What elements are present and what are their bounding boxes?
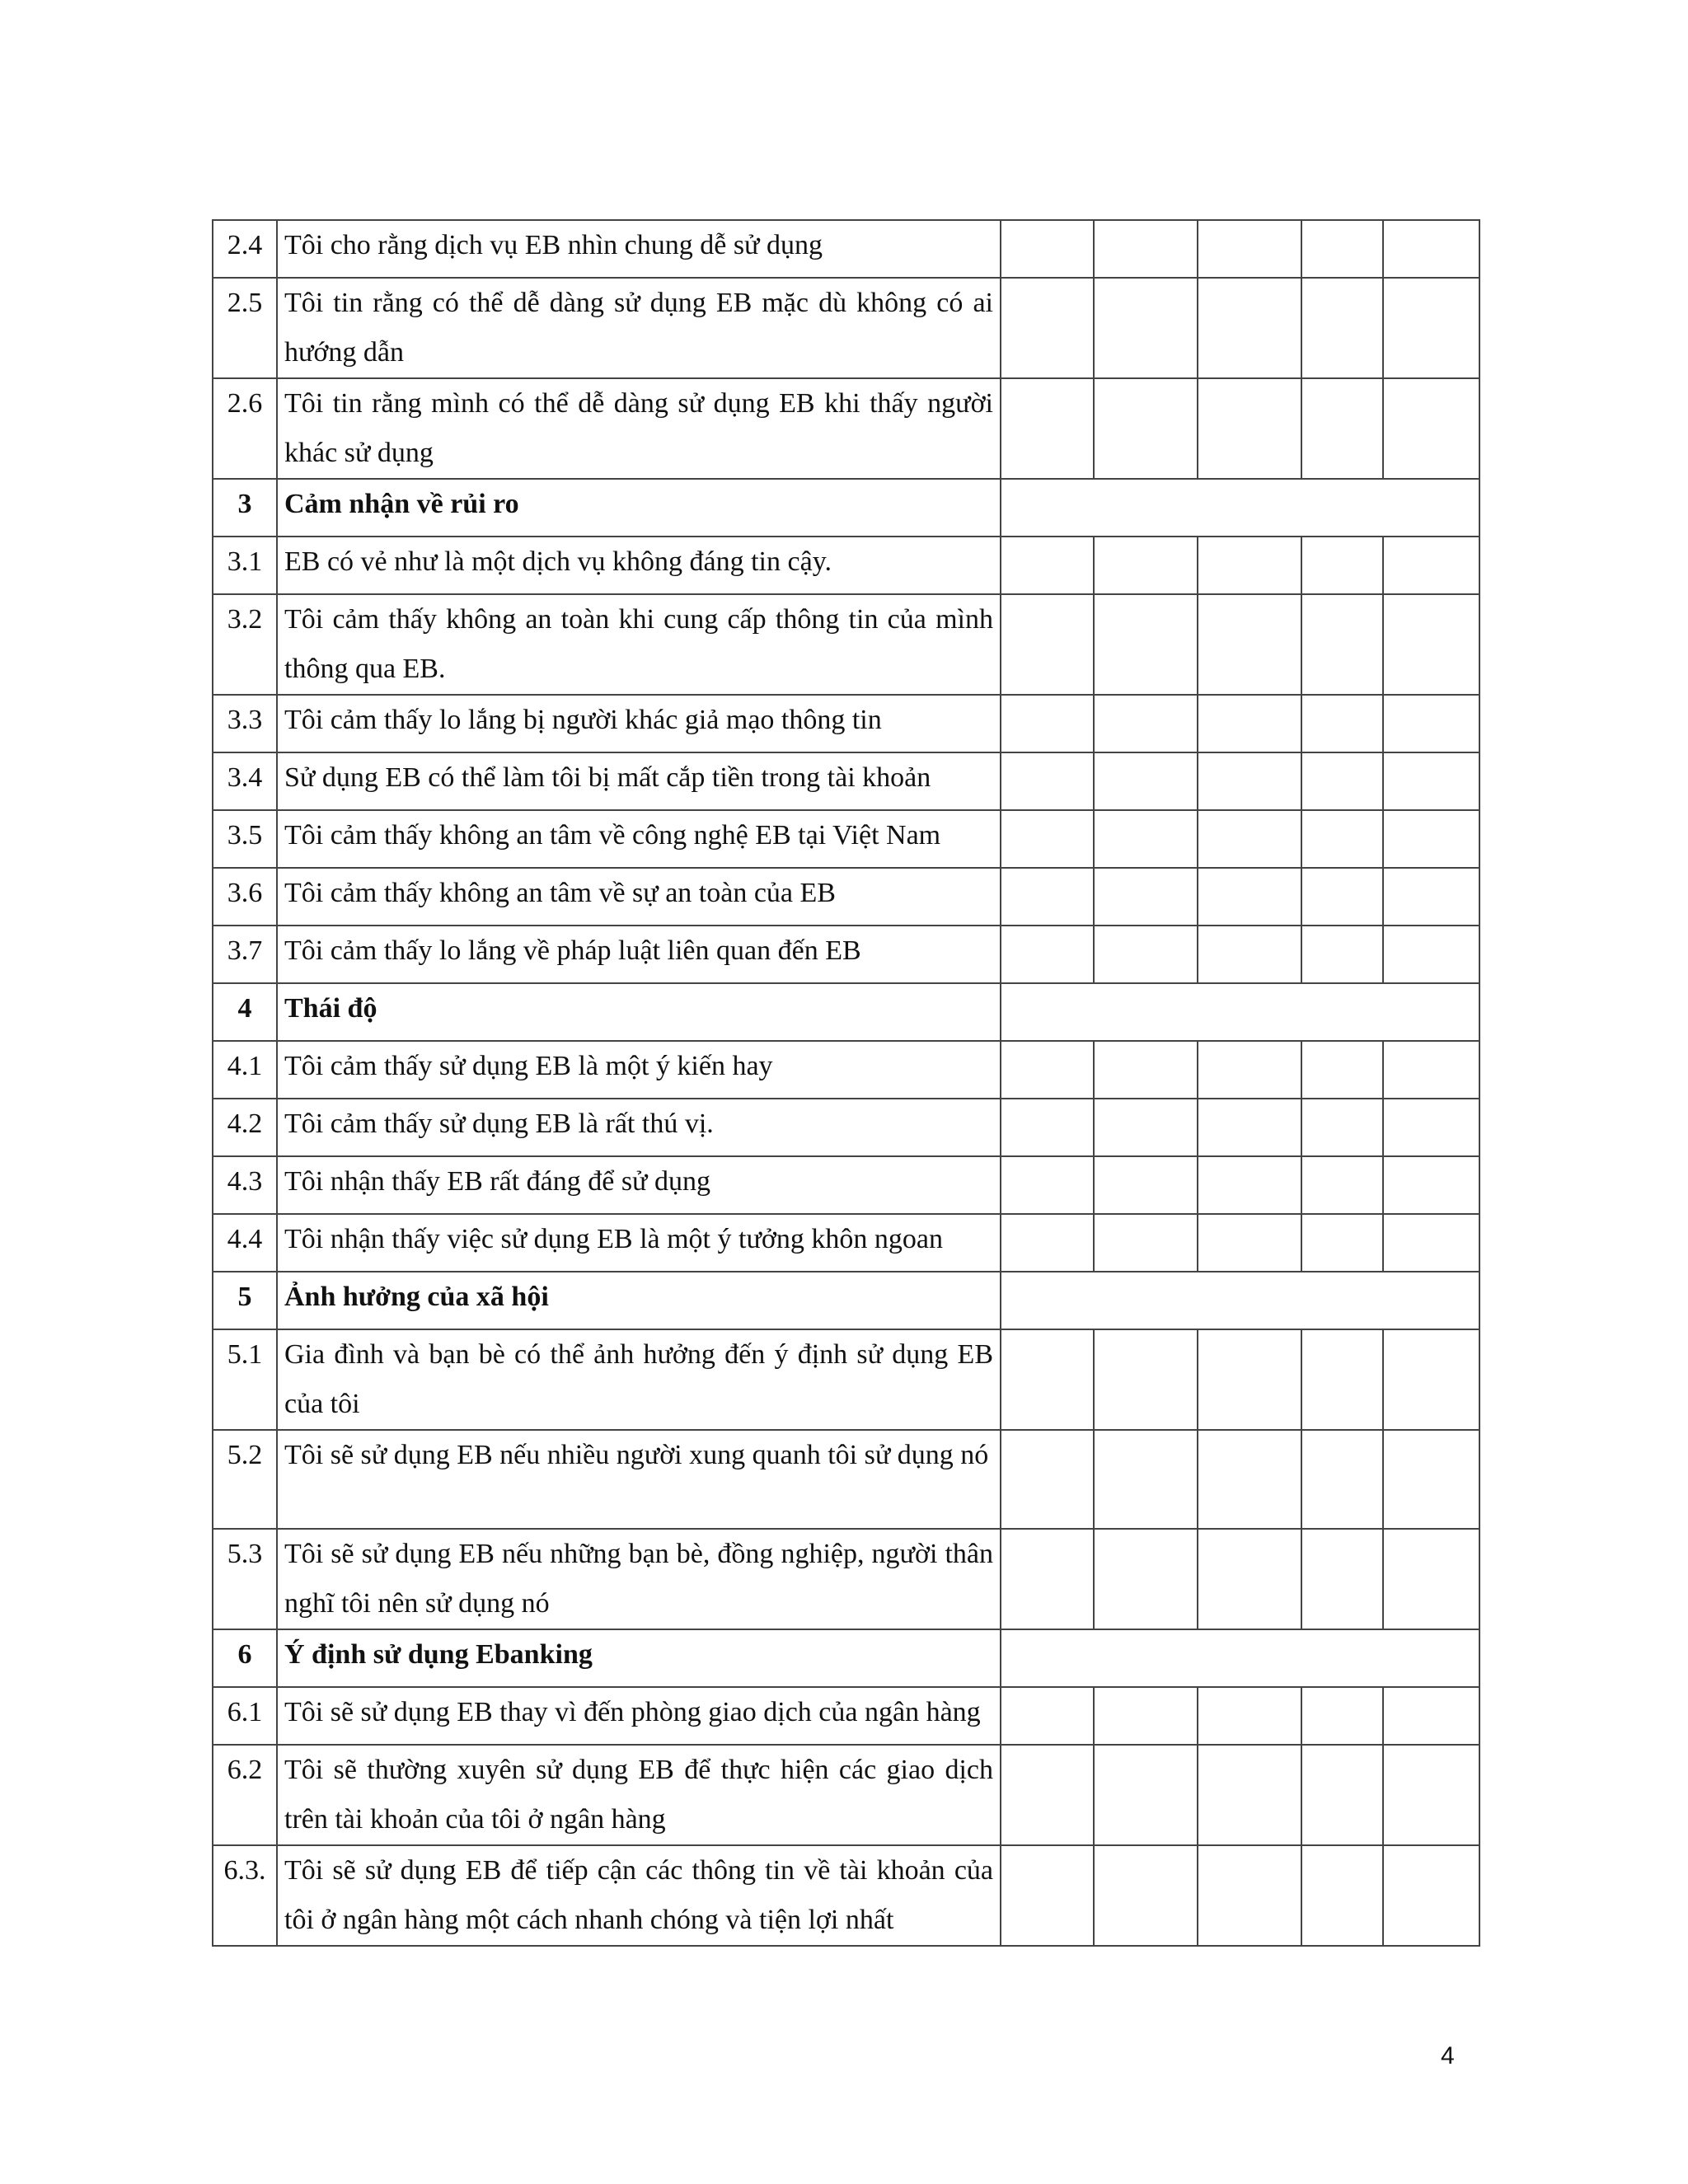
rating-cell-5[interactable] [1383, 1529, 1479, 1629]
table-row [213, 1745, 1479, 1845]
statement-text: Gia đình và bạn bè có thể ảnh hưởng đến ý định sử dụng EB của tôi [277, 1329, 1001, 1430]
statement-text: Tôi sẽ sử dụng EB nếu nhiều người xung quanh tôi sử dụng nó [277, 1430, 1001, 1529]
statement-text: EB có vẻ như là một dịch vụ không đáng tin cậy. [277, 537, 1001, 594]
section-blank-cell [1001, 983, 1479, 1041]
item-number: 4 [213, 983, 277, 1041]
statement-text: Tôi sẽ sử dụng EB để tiếp cận các thông tin về tài khoản của tôi ở ngân hàng một cách nhanh chóng và tiện lợi nhất [277, 1845, 1001, 1946]
rating-cell-3[interactable] [1198, 1329, 1301, 1430]
rating-cell-1[interactable] [1001, 1156, 1094, 1214]
section-row [213, 983, 1479, 1041]
rating-cell-3[interactable] [1198, 1430, 1301, 1529]
rating-cell-3[interactable] [1198, 1845, 1301, 1946]
table-row [213, 1430, 1479, 1529]
rating-cell-1[interactable] [1001, 695, 1094, 752]
item-number: 3.1 [213, 537, 277, 594]
rating-cell-4[interactable] [1301, 1156, 1383, 1214]
rating-cell-4[interactable] [1301, 1430, 1383, 1529]
statement-text: Tôi cảm thấy lo lắng về pháp luật liên quan đến EB [277, 926, 1001, 983]
table-row [213, 1845, 1479, 1946]
rating-cell-1[interactable] [1001, 1329, 1094, 1430]
section-title: Cảm nhận về rủi ro [277, 479, 1001, 537]
rating-cell-2[interactable] [1094, 537, 1198, 594]
rating-cell-4[interactable] [1301, 1099, 1383, 1156]
item-number: 4.1 [213, 1041, 277, 1099]
item-number: 6.3. [213, 1845, 277, 1946]
rating-cell-1[interactable] [1001, 1845, 1094, 1946]
statement-text: Tôi cảm thấy sử dụng EB là một ý kiến hay [277, 1041, 1001, 1099]
statement-text: Tôi sẽ sử dụng EB thay vì đến phòng giao dịch của ngân hàng [277, 1687, 1001, 1745]
rating-cell-1[interactable] [1001, 1430, 1094, 1529]
table-row [213, 1156, 1479, 1214]
rating-cell-1[interactable] [1001, 1745, 1094, 1845]
statement-text: Tôi cảm thấy sử dụng EB là rất thú vị. [277, 1099, 1001, 1156]
section-title: Ý định sử dụng Ebanking [277, 1629, 1001, 1687]
section-row [213, 1272, 1479, 1329]
table-row [213, 278, 1479, 378]
rating-cell-3[interactable] [1198, 537, 1301, 594]
rating-cell-2[interactable] [1094, 1430, 1198, 1529]
rating-cell-4[interactable] [1301, 1214, 1383, 1272]
section-title: Ảnh hưởng của xã hội [277, 1272, 1001, 1329]
rating-cell-1[interactable] [1001, 1214, 1094, 1272]
item-number: 3.5 [213, 810, 277, 868]
rating-cell-5[interactable] [1383, 1687, 1479, 1745]
section-row [213, 1629, 1479, 1687]
table-row [213, 810, 1479, 868]
rating-cell-1[interactable] [1001, 1529, 1094, 1629]
rating-cell-4[interactable] [1301, 752, 1383, 810]
rating-cell-3[interactable] [1198, 278, 1301, 378]
rating-cell-5[interactable] [1383, 810, 1479, 868]
item-number: 3.2 [213, 594, 277, 695]
table-row [213, 537, 1479, 594]
rating-cell-5[interactable] [1383, 278, 1479, 378]
rating-cell-4[interactable] [1301, 926, 1383, 983]
rating-cell-5[interactable] [1383, 926, 1479, 983]
rating-cell-2[interactable] [1094, 278, 1198, 378]
rating-cell-4[interactable] [1301, 695, 1383, 752]
item-number: 2.4 [213, 220, 277, 278]
rating-cell-2[interactable] [1094, 1156, 1198, 1214]
rating-cell-2[interactable] [1094, 1687, 1198, 1745]
rating-cell-5[interactable] [1383, 752, 1479, 810]
rating-cell-4[interactable] [1301, 537, 1383, 594]
rating-cell-5[interactable] [1383, 1845, 1479, 1946]
item-number: 6.2 [213, 1745, 277, 1845]
rating-cell-1[interactable] [1001, 537, 1094, 594]
item-number: 6 [213, 1629, 277, 1687]
rating-cell-1[interactable] [1001, 868, 1094, 926]
rating-cell-4[interactable] [1301, 1041, 1383, 1099]
rating-cell-1[interactable] [1001, 1041, 1094, 1099]
statement-text: Tôi cảm thấy không an toàn khi cung cấp thông tin của mình thông qua EB. [277, 594, 1001, 695]
rating-cell-3[interactable] [1198, 810, 1301, 868]
rating-cell-3[interactable] [1198, 1099, 1301, 1156]
rating-cell-3[interactable] [1198, 1529, 1301, 1629]
rating-cell-2[interactable] [1094, 1745, 1198, 1845]
rating-cell-2[interactable] [1094, 1329, 1198, 1430]
rating-cell-5[interactable] [1383, 868, 1479, 926]
statement-text: Tôi cảm thấy không an tâm về sự an toàn của EB [277, 868, 1001, 926]
rating-cell-5[interactable] [1383, 378, 1479, 479]
rating-cell-1[interactable] [1001, 378, 1094, 479]
item-number: 3.4 [213, 752, 277, 810]
item-number: 5.3 [213, 1529, 277, 1629]
item-number: 3.7 [213, 926, 277, 983]
table-row [213, 1329, 1479, 1430]
table-row [213, 594, 1479, 695]
rating-cell-3[interactable] [1198, 695, 1301, 752]
table-row [213, 868, 1479, 926]
table-row [213, 1099, 1479, 1156]
rating-cell-4[interactable] [1301, 220, 1383, 278]
section-blank-cell [1001, 1629, 1479, 1687]
rating-cell-2[interactable] [1094, 752, 1198, 810]
item-number: 4.4 [213, 1214, 277, 1272]
rating-cell-1[interactable] [1001, 1687, 1094, 1745]
table-row [213, 926, 1479, 983]
rating-cell-5[interactable] [1383, 594, 1479, 695]
rating-cell-5[interactable] [1383, 695, 1479, 752]
item-number: 2.6 [213, 378, 277, 479]
rating-cell-5[interactable] [1383, 1430, 1479, 1529]
section-blank-cell [1001, 1272, 1479, 1329]
rating-cell-2[interactable] [1094, 1214, 1198, 1272]
rating-cell-4[interactable] [1301, 1745, 1383, 1845]
rating-cell-2[interactable] [1094, 695, 1198, 752]
rating-cell-2[interactable] [1094, 220, 1198, 278]
item-number: 5 [213, 1272, 277, 1329]
rating-cell-5[interactable] [1383, 1329, 1479, 1430]
table-row [213, 752, 1479, 810]
rating-cell-2[interactable] [1094, 810, 1198, 868]
statement-text: Tôi nhận thấy việc sử dụng EB là một ý tưởng khôn ngoan [277, 1214, 1001, 1272]
rating-cell-3[interactable] [1198, 220, 1301, 278]
rating-cell-5[interactable] [1383, 1099, 1479, 1156]
rating-cell-3[interactable] [1198, 594, 1301, 695]
rating-cell-2[interactable] [1094, 594, 1198, 695]
rating-cell-4[interactable] [1301, 1329, 1383, 1430]
statement-text: Tôi tin rằng có thể dễ dàng sử dụng EB mặc dù không có ai hướng dẫn [277, 278, 1001, 378]
rating-cell-3[interactable] [1198, 1687, 1301, 1745]
rating-cell-3[interactable] [1198, 752, 1301, 810]
rating-cell-4[interactable] [1301, 1529, 1383, 1629]
table-row [213, 220, 1479, 278]
rating-cell-2[interactable] [1094, 1529, 1198, 1629]
statement-text: Tôi cảm thấy không an tâm về công nghệ EB tại Việt Nam [277, 810, 1001, 868]
section-row [213, 479, 1479, 537]
rating-cell-1[interactable] [1001, 752, 1094, 810]
item-number: 5.1 [213, 1329, 277, 1430]
rating-cell-5[interactable] [1383, 220, 1479, 278]
rating-cell-3[interactable] [1198, 1214, 1301, 1272]
statement-text: Tôi cảm thấy lo lắng bị người khác giả mạo thông tin [277, 695, 1001, 752]
item-number: 3.6 [213, 868, 277, 926]
statement-text: Sử dụng EB có thể làm tôi bị mất cắp tiền trong tài khoản [277, 752, 1001, 810]
item-number: 2.5 [213, 278, 277, 378]
table-row [213, 1529, 1479, 1629]
rating-cell-1[interactable] [1001, 278, 1094, 378]
table-row [213, 1687, 1479, 1745]
rating-cell-1[interactable] [1001, 926, 1094, 983]
survey-table [212, 219, 1480, 1947]
rating-cell-4[interactable] [1301, 594, 1383, 695]
rating-cell-5[interactable] [1383, 1745, 1479, 1845]
table-row [213, 1041, 1479, 1099]
rating-cell-2[interactable] [1094, 926, 1198, 983]
rating-cell-3[interactable] [1198, 1745, 1301, 1845]
page-number: 4 [1441, 2042, 1455, 2069]
rating-cell-3[interactable] [1198, 378, 1301, 479]
rating-cell-1[interactable] [1001, 810, 1094, 868]
table-body [213, 220, 1479, 1946]
statement-text: Tôi cho rằng dịch vụ EB nhìn chung dễ sử dụng [277, 220, 1001, 278]
rating-cell-3[interactable] [1198, 926, 1301, 983]
rating-cell-4[interactable] [1301, 1687, 1383, 1745]
rating-cell-1[interactable] [1001, 1099, 1094, 1156]
rating-cell-4[interactable] [1301, 868, 1383, 926]
rating-cell-4[interactable] [1301, 1845, 1383, 1946]
rating-cell-1[interactable] [1001, 594, 1094, 695]
item-number: 6.1 [213, 1687, 277, 1745]
rating-cell-2[interactable] [1094, 1845, 1198, 1946]
rating-cell-4[interactable] [1301, 278, 1383, 378]
table-row [213, 1214, 1479, 1272]
rating-cell-2[interactable] [1094, 1041, 1198, 1099]
rating-cell-3[interactable] [1198, 1041, 1301, 1099]
rating-cell-2[interactable] [1094, 1099, 1198, 1156]
item-number: 3 [213, 479, 277, 537]
rating-cell-2[interactable] [1094, 378, 1198, 479]
table-row [213, 695, 1479, 752]
item-number: 4.2 [213, 1099, 277, 1156]
rating-cell-2[interactable] [1094, 868, 1198, 926]
table-row [213, 378, 1479, 479]
rating-cell-5[interactable] [1383, 1041, 1479, 1099]
statement-text: Tôi tin rằng mình có thể dễ dàng sử dụng EB khi thấy người khác sử dụng [277, 378, 1001, 479]
statement-text: Tôi sẽ thường xuyên sử dụng EB để thực hiện các giao dịch trên tài khoản của tôi ở ngân hàng [277, 1745, 1001, 1845]
rating-cell-3[interactable] [1198, 1156, 1301, 1214]
item-number: 4.3 [213, 1156, 277, 1214]
section-title: Thái độ [277, 983, 1001, 1041]
rating-cell-4[interactable] [1301, 810, 1383, 868]
rating-cell-5[interactable] [1383, 1156, 1479, 1214]
item-number: 3.3 [213, 695, 277, 752]
rating-cell-5[interactable] [1383, 1214, 1479, 1272]
statement-text: Tôi sẽ sử dụng EB nếu những bạn bè, đồng nghiệp, người thân nghĩ tôi nên sử dụng nó [277, 1529, 1001, 1629]
rating-cell-3[interactable] [1198, 868, 1301, 926]
statement-text: Tôi nhận thấy EB rất đáng để sử dụng [277, 1156, 1001, 1214]
rating-cell-5[interactable] [1383, 537, 1479, 594]
rating-cell-4[interactable] [1301, 378, 1383, 479]
rating-cell-1[interactable] [1001, 220, 1094, 278]
item-number: 5.2 [213, 1430, 277, 1529]
section-blank-cell [1001, 479, 1479, 537]
